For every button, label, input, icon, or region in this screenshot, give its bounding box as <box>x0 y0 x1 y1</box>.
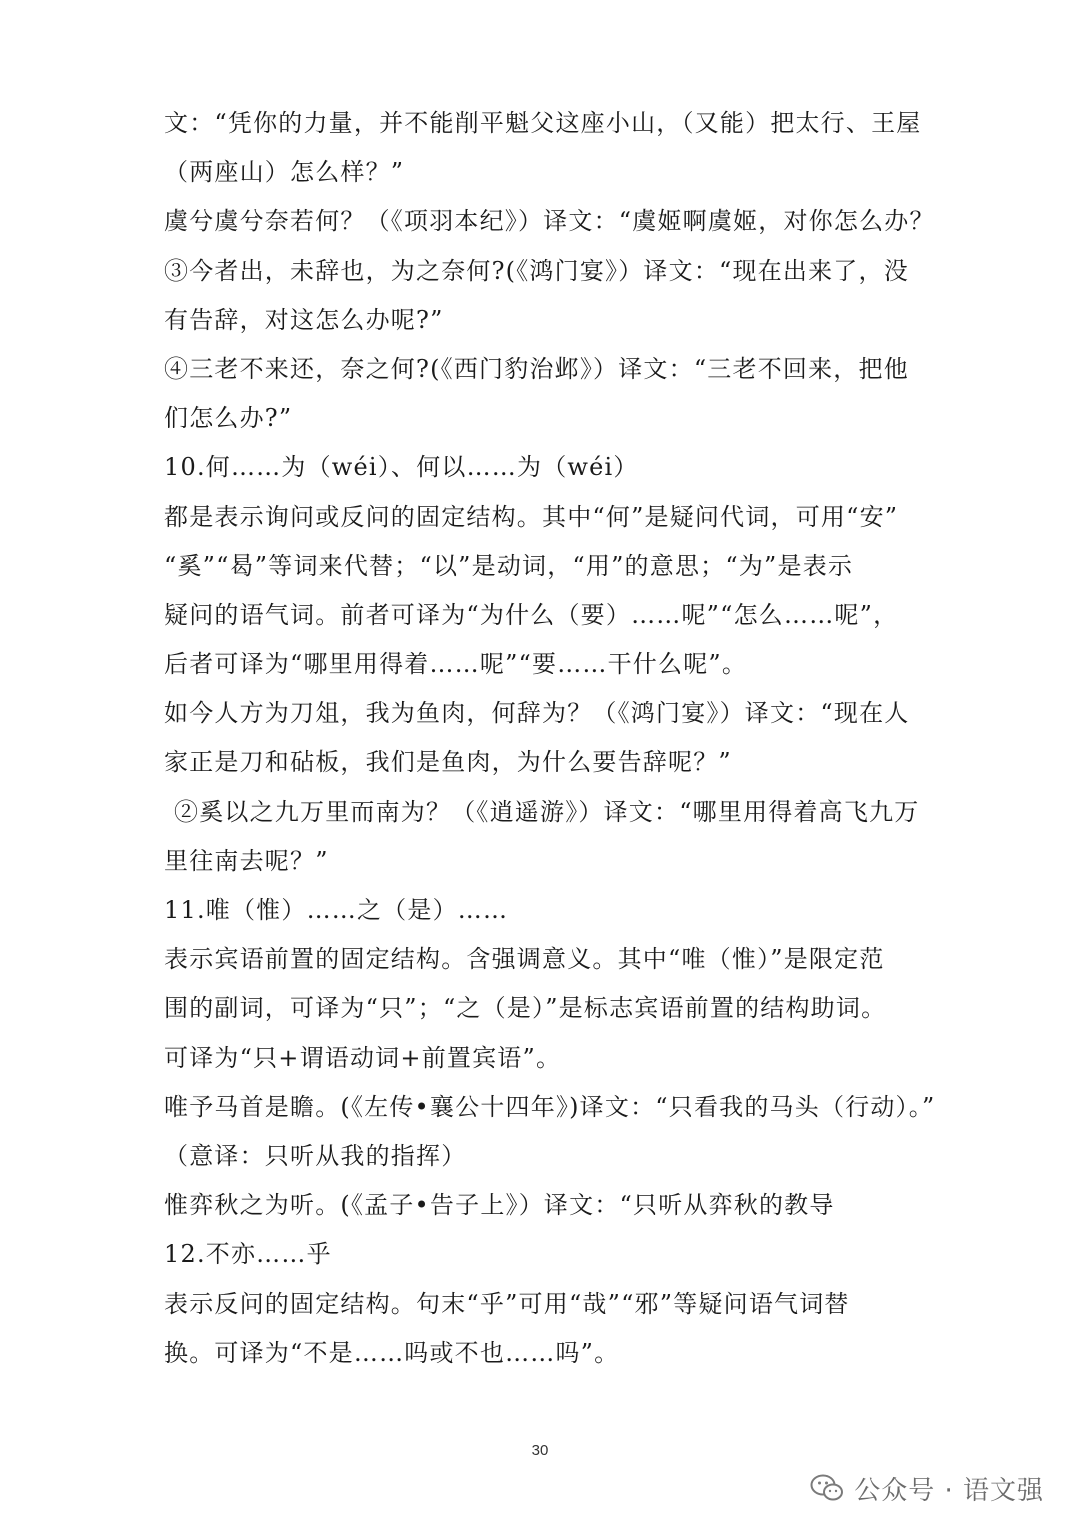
page-number: 30 <box>531 1442 549 1459</box>
watermark-text: 公众号 · 语文强 <box>854 1475 1044 1506</box>
body-line: ②奚以之九万里而南为？（《逍遥游》）译文：“哪里用得着高飞九万 <box>174 797 920 826</box>
body-line: 可译为“只+谓语动词+前置宾语”。 <box>164 1043 562 1072</box>
body-line: 后者可译为“哪里用得着……呢”“要……干什么呢”。 <box>164 650 748 679</box>
body-line: 虞兮虞兮奈若何？（《项羽本纪》）译文：“虞姬啊虞姬，对你怎么办？ <box>164 207 935 236</box>
body-line: 都是表示询问或反问的固定结构。其中“何”是疑问代词，可用“安” <box>164 502 899 531</box>
body-line: （意译：只听从我的指挥） <box>164 1141 467 1170</box>
body-line: 如今人方为刀俎，我为鱼肉，何辞为？（《鸿门宴》）译文：“现在人 <box>164 699 910 728</box>
body-line: 表示宾语前置的固定结构。含强调意义。其中“唯（惟）”是限定范 <box>164 945 885 974</box>
body-line: 们怎么办?” <box>164 404 293 433</box>
body-line: 表示反问的固定结构。句末“乎”可用“哉”“邪”等疑问语气词替 <box>164 1289 850 1318</box>
body-line: 惟弈秋之为听。(《孟子•告子上》）译文：“只听从弈秋的教导 <box>164 1191 835 1220</box>
body-line: 唯予马首是瞻。(《左传•襄公十四年》)译文：“只看我的马头（行动）。” <box>164 1092 936 1121</box>
watermark <box>810 1468 1044 1508</box>
body-line: 疑问的语气词。前者可译为“为什么（要）……呢”“怎么……呢”， <box>164 600 899 629</box>
body-line: （两座山）怎么样？” <box>164 158 405 187</box>
body-line: “奚”“曷”等词来代替；“以”是动词，“用”的意思；“为”是表示 <box>164 551 854 580</box>
body-line: 围的副词，可译为“只”；“之（是）”是标志宾语前置的结构助词。 <box>164 994 887 1023</box>
body-line: 有告辞，对这怎么办呢?” <box>164 305 444 334</box>
body-line: 里往南去呢？” <box>164 846 329 875</box>
body-line: ④三老不来还，奈之何?(《西门豹治邺》）译文：“三老不回来，把他 <box>164 354 909 383</box>
body-line: ③今者出，未辞也，为之奈何?(《鸿门宴》）译文：“现在出来了，没 <box>164 256 909 285</box>
section-heading: 10.何……为（wéi）、何以……为（wéi） <box>164 453 639 482</box>
section-heading: 12.不亦……乎 <box>164 1240 332 1269</box>
body-line: 家正是刀和砧板，我们是鱼肉，为什么要告辞呢？” <box>164 748 732 777</box>
section-heading: 11.唯（惟）……之（是）…… <box>164 896 509 924</box>
body-line: 换。可译为“不是……吗或不也……吗”。 <box>164 1338 620 1367</box>
wechat-icon <box>810 1473 844 1503</box>
page-body <box>164 99 936 1378</box>
body-line: 文：“凭你的力量，并不能削平魁父这座小山，（又能）把太行、王屋 <box>164 109 922 137</box>
